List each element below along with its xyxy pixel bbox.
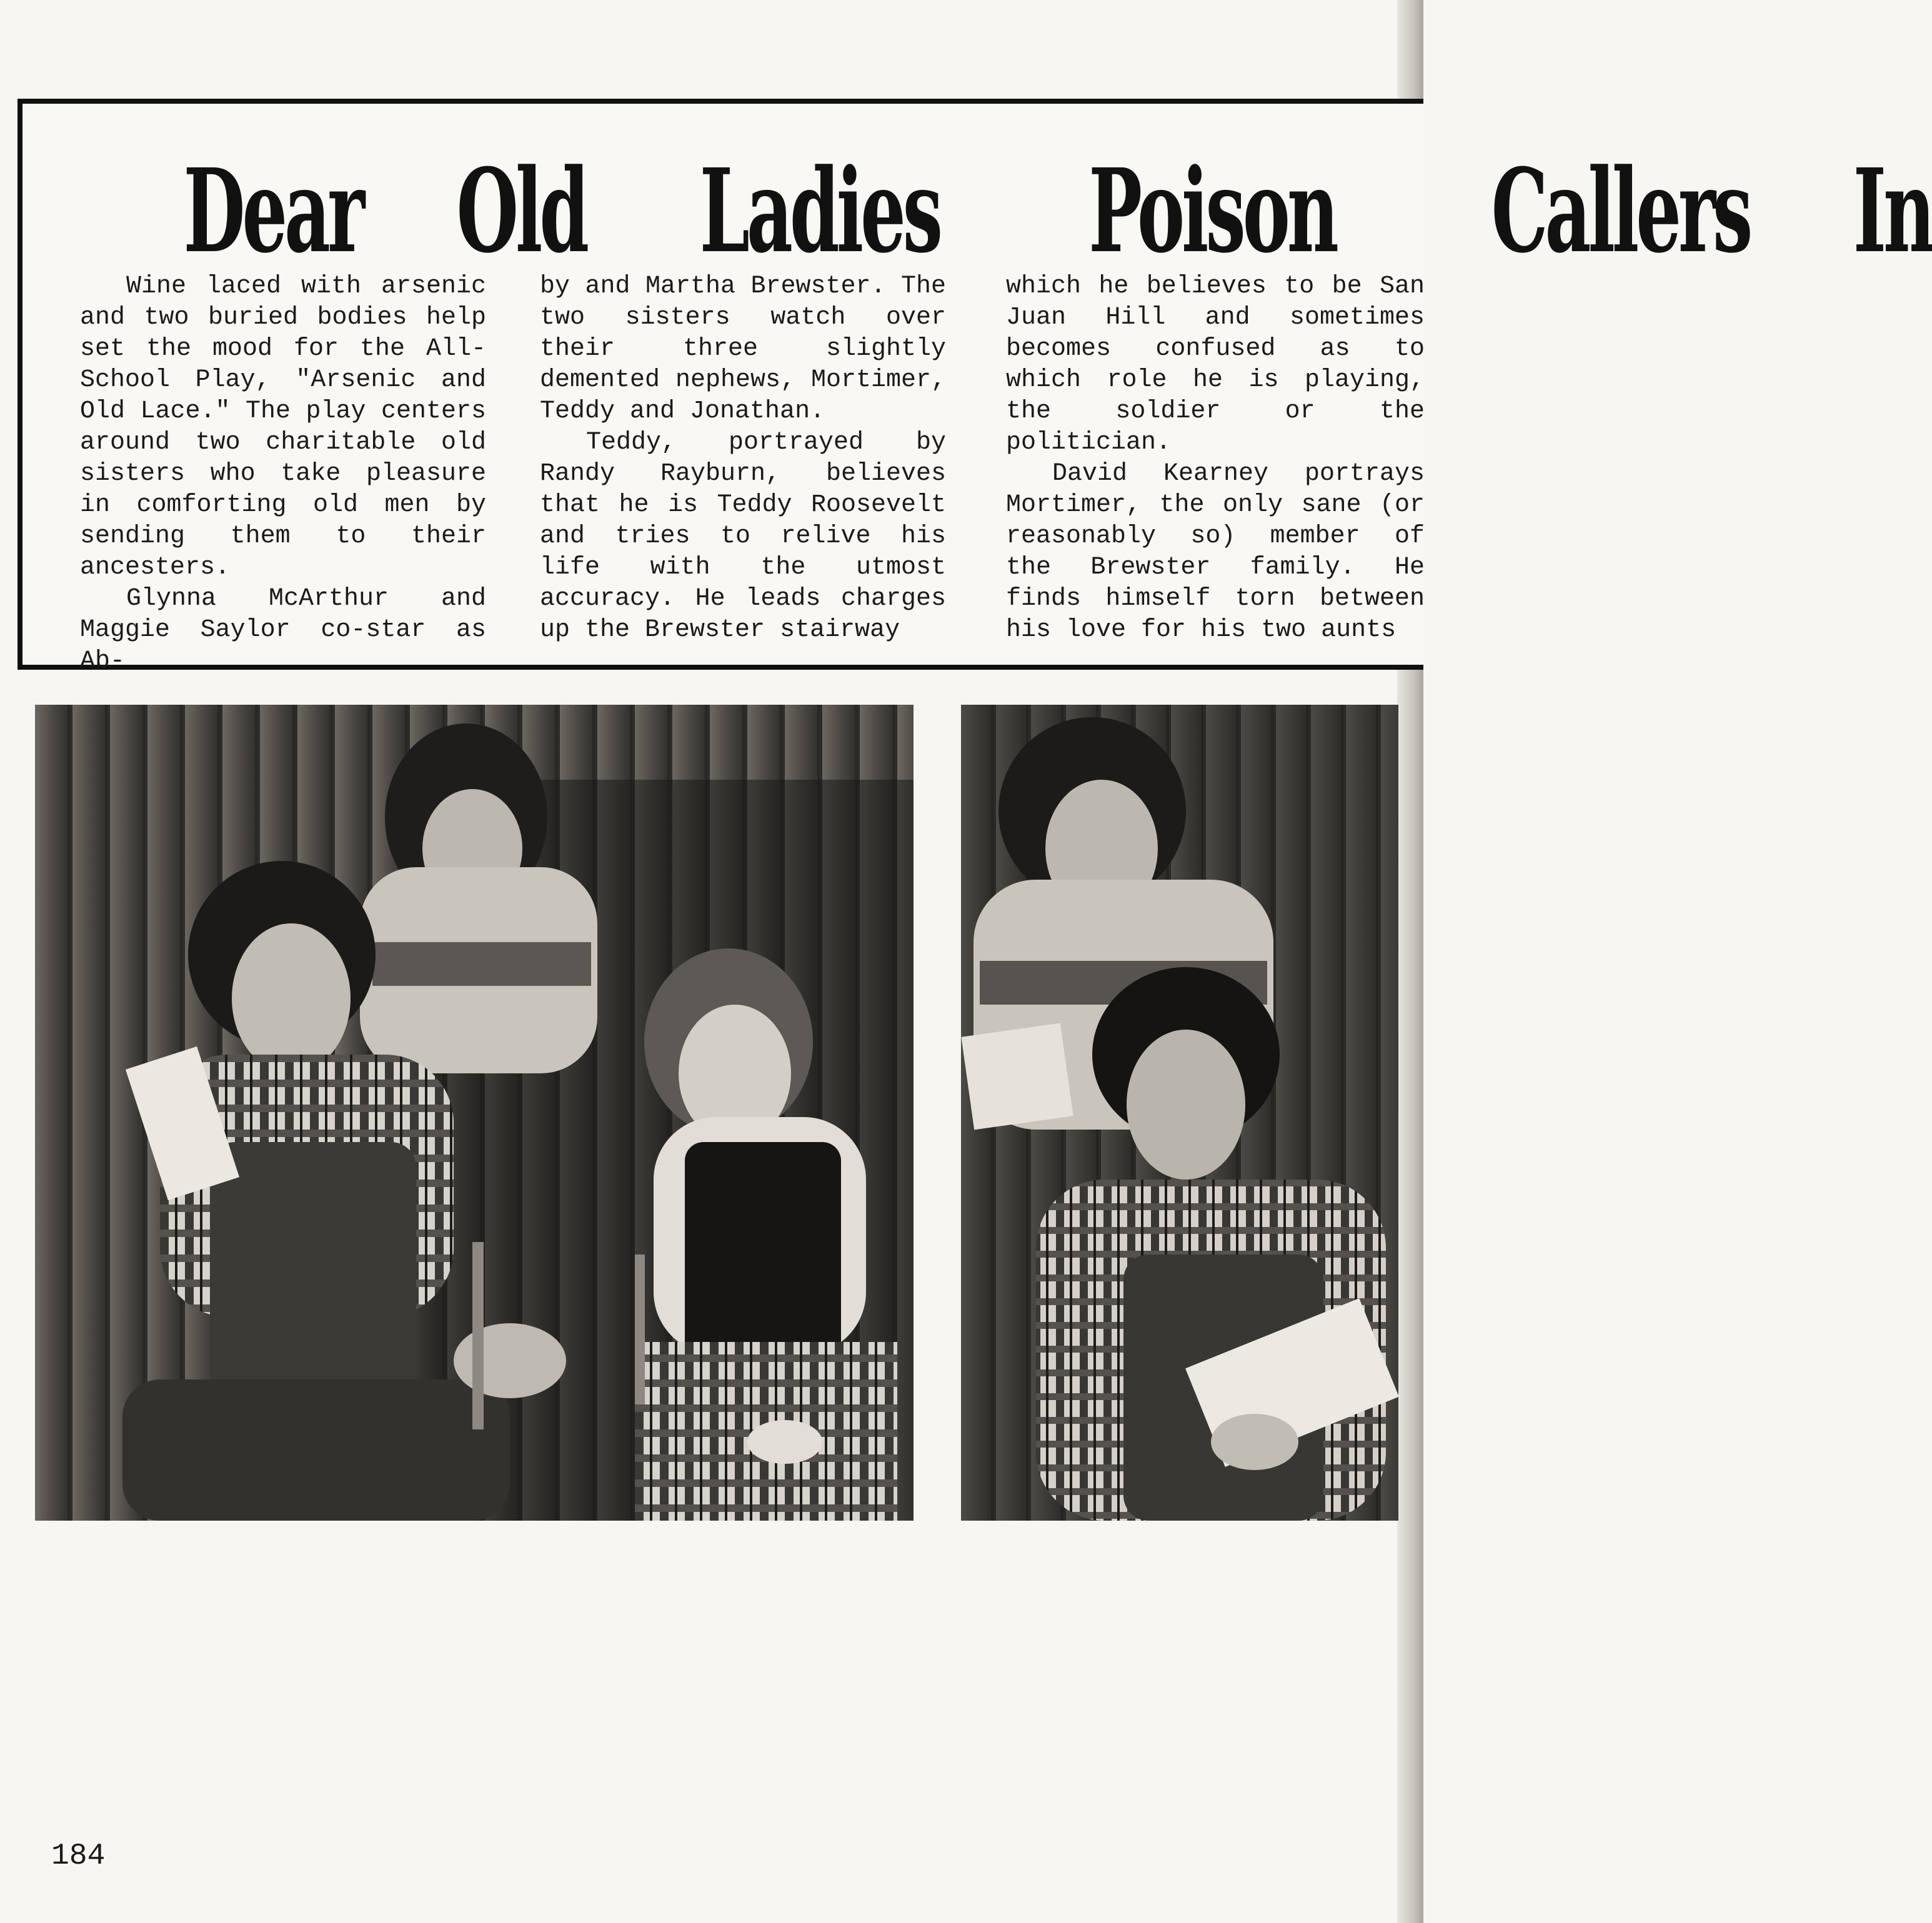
headline-word: Ladies [699, 144, 940, 279]
article-paragraph: which he believes to be San Juan Hill and sometimes becomes confused as to which role he is playing, the soldier or the politician. [1006, 272, 1425, 457]
cast-photo-left-image [35, 705, 914, 1521]
headline-word: In [1853, 144, 1932, 279]
page-number: 184 [51, 1839, 106, 1873]
article-paragraph: Glynna McArthur and Maggie Saylor co-star as Ab- [80, 585, 486, 675]
headline-word: Dear [183, 144, 362, 279]
article-column-3 [1006, 271, 1425, 646]
cast-photo-left [35, 705, 914, 1521]
article-column-1 [80, 271, 486, 677]
article-paragraph: Teddy, portrayed by Randy Rayburn, believes that he is Teddy Roosevelt and tries to relive his life with the utmost accuracy. He leads charges up the Brewster stairway [540, 429, 946, 644]
article-paragraph: by and Martha Brewster. The two sisters watch over their three slightly demented nephews, Mortimer, Teddy and Jonathan. [540, 272, 946, 425]
article-column-2 [540, 271, 946, 646]
headline-word: Old [456, 144, 587, 279]
headline-word: Poison [1088, 144, 1337, 279]
headline-word: Callers [1491, 144, 1750, 279]
story-box [17, 99, 1932, 675]
cast-photo-right-image [961, 705, 1398, 1521]
article-paragraph: Wine laced with arsenic and two buried bodies help set the mood for the All-School Play, "Arsenic and Old Lace." The play centers around two charitable old sisters who take pleasure in comforting old men by sending them to their ancesters. [80, 272, 486, 582]
article-paragraph: David Kearney portrays Mortimer, the only sane (or reasonably so) member of the Brewster family. He finds himself torn between his love for his two aunts [1006, 460, 1425, 644]
cast-photo-right [961, 705, 1398, 1521]
headline [129, 144, 1932, 279]
